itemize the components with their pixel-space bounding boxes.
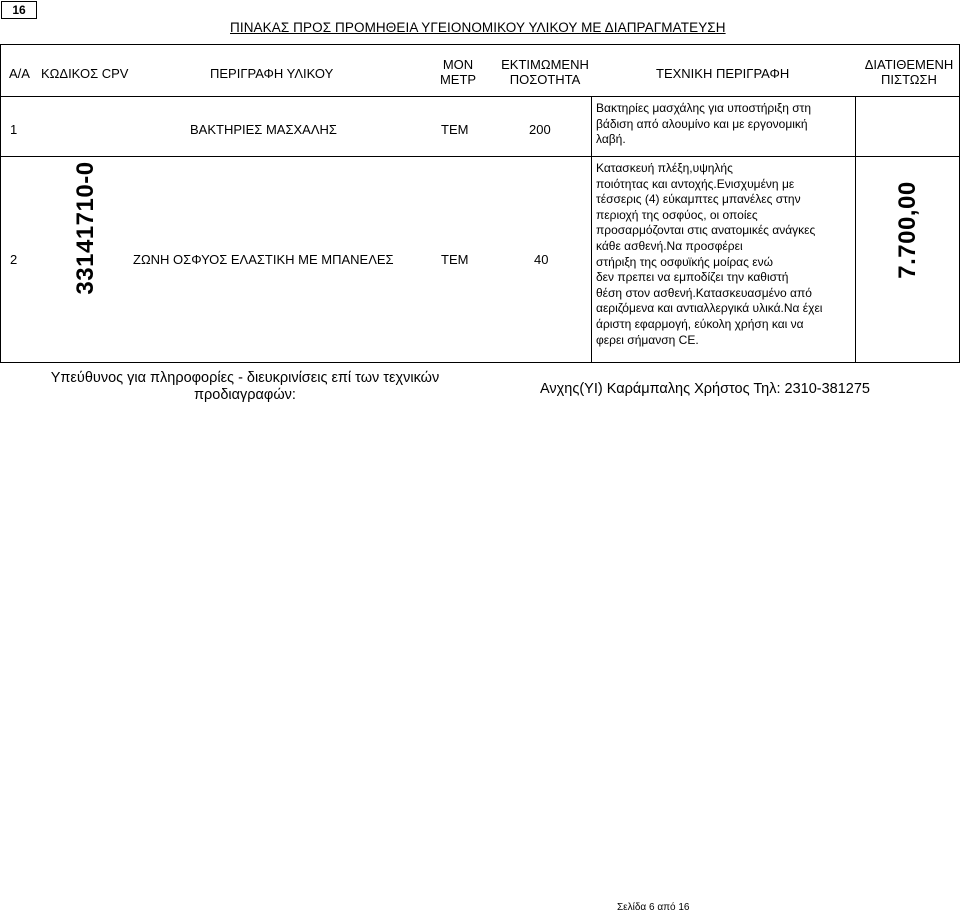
header-description: ΠΕΡΙΓΡΑΦΗ ΥΛΙΚΟΥ [210, 66, 334, 81]
header-quantity: ΕΚΤΙΜΩΜΕΝΗ ΠΟΣΟΤΗΤΑ [501, 57, 589, 87]
row-quantity: 200 [529, 122, 551, 137]
page-number: Σελίδα 6 από 16 [617, 902, 690, 913]
contact-person: Ανχης(ΥΙ) Καράμπαλης Χρήστος Τηλ: 2310-381275 [540, 381, 870, 397]
page-box: 16 [1, 1, 37, 19]
row-unit: ΤΕΜ [441, 122, 469, 137]
row-description: ΒΑΚΤΗΡΙΕΣ ΜΑΣΧΑΛΗΣ [190, 122, 337, 137]
header-credit: ΔΙΑΤΙΘΕΜΕΝΗ ΠΙΣΤΩΣΗ [864, 57, 954, 87]
cpv-code: 33141710-0 [72, 161, 99, 295]
row-number: 2 [10, 252, 18, 267]
header-unit: ΜΟΝ ΜΕΤΡ [439, 57, 477, 87]
contact-label: Υπεύθυνος για πληροφορίες - διευκρινίσεις επί των τεχνικών προδιαγραφών: [50, 370, 440, 403]
header-technical-description: ΤΕΧΝΙΚΗ ΠΕΡΙΓΡΑΦΗ [656, 66, 790, 81]
row-unit: ΤΕΜ [441, 252, 469, 267]
row-technical-description: Βακτηρίες μασχάλης για υποστήριξη στη βάδιση από αλουμίνο και με εργονομική λαβή. [596, 101, 812, 147]
page-title: ΠΙΝΑΚΑΣ ΠΡΟΣ ΠΡΟΜΗΘΕΙΑ ΥΓΕΙΟΝΟΜΙΚΟΥ ΥΛΙΚΟΥ ΜΕ ΔΙΑΠΡΑΓΜΑΤΕΥΣΗ [230, 20, 726, 35]
row-number: 1 [10, 122, 18, 137]
row-quantity: 40 [534, 252, 549, 267]
header-aa: Α/Α [9, 66, 30, 81]
row-description: ΖΩΝΗ ΟΣΦΥΟΣ ΕΛΑΣΤΙΚΗ ΜΕ ΜΠΑΝΕΛΕΣ [133, 252, 394, 267]
header-cpv: ΚΩΔΙΚΟΣ CPV [41, 66, 129, 81]
row-technical-description: Κατασκευή πλέξη,υψηλής ποιότητας και αντοχής.Ενισχυμένη με τέσσερις (4) εύκαμπτες μπανέλες στην περιοχή της οσφύος, οι οποίες προσαρμόζονται στις ανατομικές ανάγκες κάθε ασθενή.Να προσφέρει στήριξη της οσφυϊκής μοίρας ενώ δεν πρεπει να εμποδίζει την καθιστή θέση στον ασθενή.Κατασκευασμένο από αεριζόμενα και αντιαλλεργικά υλικά.Να έχει άριστη εφαρμογή, εύκολη χρήση και να φερει σήμανση CE. [596, 161, 823, 347]
budget-amount: 7.700,00 [894, 181, 921, 279]
